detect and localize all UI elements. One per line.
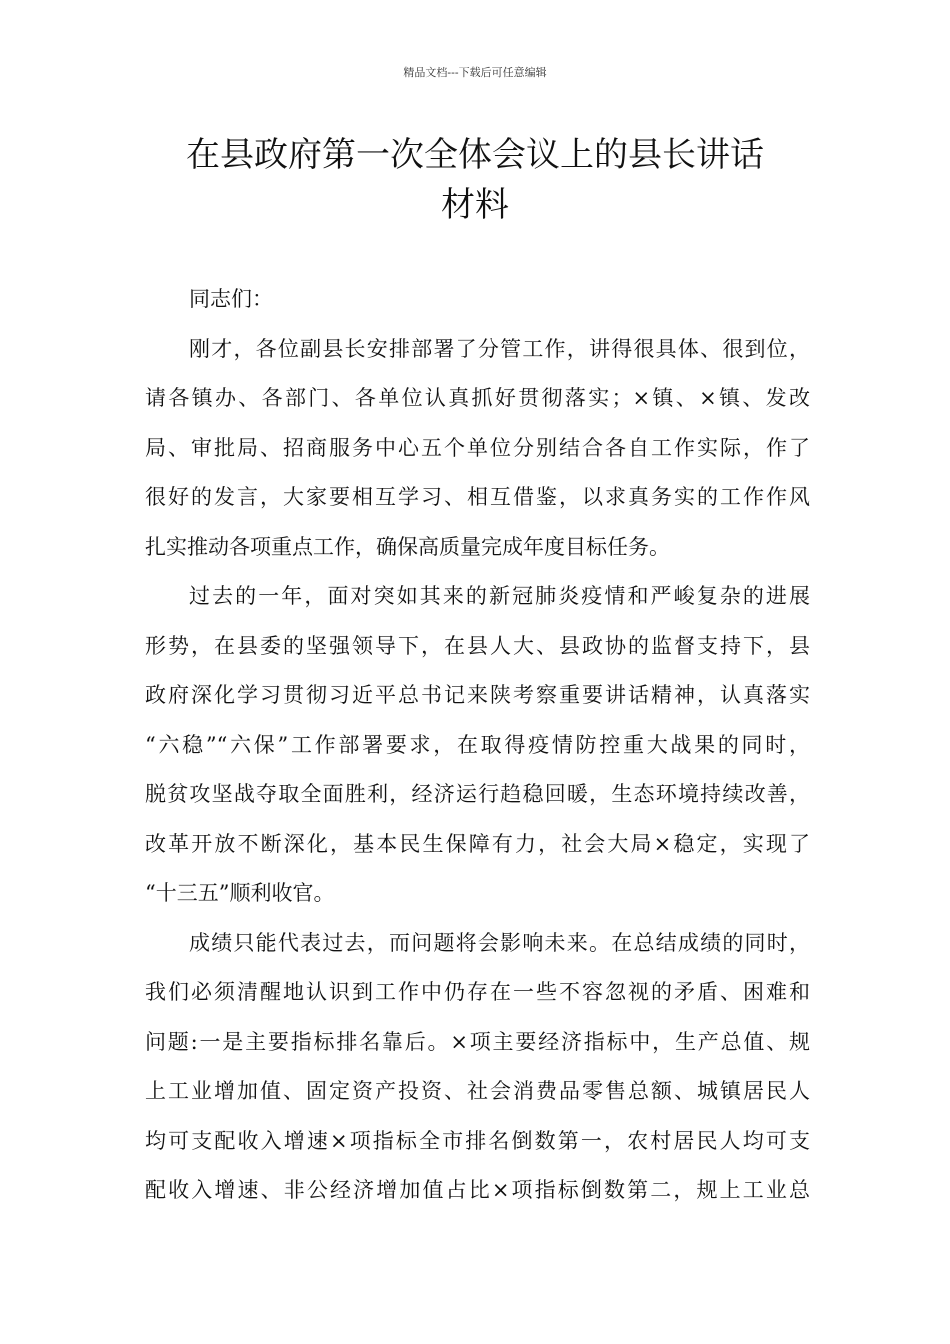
paragraph-line: 刚才，各位副县长安排部署了分管工作，讲得很具体、很到位， (189, 336, 810, 361)
paragraph-line: 成绩只能代表过去，而问题将会影响未来。在总结成绩的同时， (189, 930, 810, 955)
paragraph-line: 很好的发言，大家要相互学习、相互借鉴，以求真务实的工作作风 (145, 485, 810, 509)
paragraph-line: 配收入增速、非公经济增加值占比×项指标倒数第二，规上工业总 (145, 1178, 810, 1202)
document-body (145, 280, 810, 1221)
salutation: 同志们： (189, 287, 273, 311)
paragraph-line: “十三五”顺利收官。 (145, 881, 335, 905)
paragraph-line: 形势，在县委的坚强领导下，在县人大、县政协的监督支持下，县 (145, 633, 810, 658)
title-line: 在县政府第一次全体会议上的县长讲话 (186, 135, 764, 175)
paragraph-line: 改革开放不断深化，基本民生保障有力，社会大局×稳定，实现了 (145, 831, 810, 856)
paragraph-line: 上工业增加值、固定资产投资、社会消费品零售总额、城镇居民人 (145, 1079, 810, 1103)
paragraph-line: 脱贫攻坚战夺取全面胜利，经济运行趋稳回暖，生态环境持续改善， (145, 782, 810, 806)
paragraph-line: 政府深化学习贯彻习近平总书记来陕考察重要讲话精神，认真落实 (145, 683, 810, 707)
paragraph-line: 局、审批局、招商服务中心五个单位分别结合各自工作实际，作了 (145, 435, 810, 460)
paragraph-line: 请各镇办、各部门、各单位认真抓好贯彻落实；×镇、×镇、发改 (145, 386, 810, 410)
document-title (120, 130, 830, 230)
paragraph-2 (145, 577, 810, 924)
title-line: 材料 (441, 185, 509, 225)
paragraph-line: 我们必须清醒地认识到工作中仍存在一些不容忽视的矛盾、困难和 (145, 980, 810, 1004)
paragraph-line: 问题:一是主要指标排名靠后。×项主要经济指标中，生产总值、规 (145, 1029, 810, 1054)
page-header: 精品文档---下载后可任意编辑 (403, 66, 547, 79)
paragraph-line: 过去的一年，面对突如其来的新冠肺炎疫情和严峻复杂的进展 (189, 584, 810, 608)
paragraph-line: 扎实推动各项重点工作，确保高质量完成年度目标任务。 (145, 534, 670, 559)
paragraph-3 (145, 924, 810, 1221)
paragraph-line: 均可支配收入增速×项指标全市排名倒数第一，农村居民人均可支 (145, 1128, 810, 1153)
paragraph-line: “六稳”“六保”工作部署要求，在取得疫情防控重大战果的同时， (145, 732, 810, 757)
paragraph-1 (145, 330, 810, 578)
